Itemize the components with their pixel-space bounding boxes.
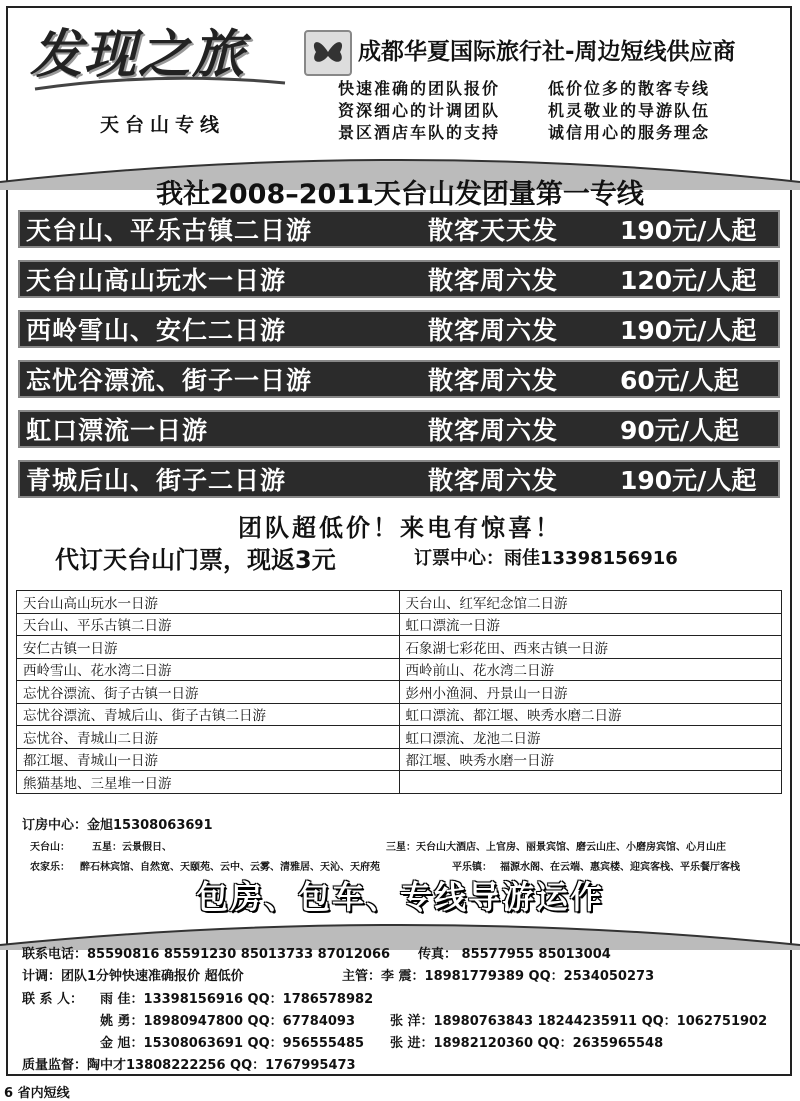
- table-row: [17, 613, 782, 636]
- page-footer: 6 省内短线: [4, 1086, 70, 1101]
- ticket-offer: 代订天台山门票，现返3元: [55, 546, 336, 574]
- table-cell: 虹口漂流一日游: [399, 613, 782, 636]
- route-banner: [18, 310, 780, 348]
- logo-swoosh-icon: [30, 75, 290, 93]
- hotel-farm-label: 农家乐：: [30, 862, 70, 873]
- route-subtitle: 天台山专线: [100, 114, 226, 136]
- hotel-three-star-label: 三星：: [386, 842, 416, 853]
- banner-route: 西岭雪山、安仁二日游: [26, 316, 287, 345]
- promo-group-price: 团队超低价！来电有惊喜！: [238, 514, 562, 542]
- hotel-farm: 醉石林宾馆、自然宽、天颐苑、云中、云雾、清雅居、天沁、天府苑: [80, 862, 380, 873]
- table-cell: 西岭前山、花水湾二日游: [399, 658, 782, 681]
- contact-manager: 主管：李 震：18981779389 QQ：2534050273: [342, 969, 655, 984]
- banner-schedule: 散客周六发: [428, 466, 559, 495]
- route-banner: [18, 360, 780, 398]
- table-cell: 虹口漂流、龙池二日游: [399, 726, 782, 749]
- table-row: [17, 703, 782, 726]
- banner-route: 天台山高山玩水一日游: [26, 266, 287, 295]
- table-cell: [399, 771, 782, 794]
- route-banner: [18, 460, 780, 498]
- contact-person: 金 旭：15308063691 QQ：956555485: [100, 1036, 365, 1051]
- banner-price: 190元/人起: [620, 316, 757, 345]
- table-cell: 都江堰、映秀水磨一日游: [399, 748, 782, 771]
- banner-route: 虹口漂流一日游: [26, 416, 209, 445]
- table-cell: 忘忧谷漂流、街子古镇一日游: [17, 681, 400, 704]
- route-banner: [18, 210, 780, 248]
- route-banner: [18, 260, 780, 298]
- banner-price: 190元/人起: [620, 466, 757, 495]
- table-cell: 虹口漂流、都江堰、映秀水磨二日游: [399, 703, 782, 726]
- table-row: [17, 658, 782, 681]
- table-cell: 西岭雪山、花水湾二日游: [17, 658, 400, 681]
- table-row: [17, 771, 782, 794]
- table-cell: 忘忧谷漂流、青城后山、街子古镇二日游: [17, 703, 400, 726]
- contact-person: 雨 佳：13398156916 QQ：1786578982: [100, 992, 374, 1007]
- booking-center: 订房中心：金旭15308063691: [22, 818, 213, 833]
- tagline-left-1: 快速准确的团队报价: [338, 79, 501, 98]
- tagline-right-1: 低价位多的散客专线: [548, 79, 711, 98]
- contact-person: 张 洋：18980763843 18244235911 QQ：1062751902: [390, 1014, 768, 1029]
- ticket-contact: 订票中心：雨佳13398156916: [414, 548, 678, 569]
- hotel-tiantai-five: 五星：云景假日、: [92, 842, 172, 853]
- table-cell: 都江堰、青城山一日游: [17, 748, 400, 771]
- contact-person: 姚 勇：18980947800 QQ：67784093: [100, 1014, 356, 1029]
- table-cell: 熊猫基地、三星堆一日游: [17, 771, 400, 794]
- banner-price: 120元/人起: [620, 266, 757, 295]
- table-row: [17, 591, 782, 614]
- banner-route: 忘忧谷漂流、街子一日游: [26, 366, 313, 395]
- route-banner: [18, 410, 780, 448]
- hotel-pingle: 福源水阁、在云端、惠宾楼、迎宾客栈、平乐餐厅客栈: [500, 862, 740, 873]
- banner-price: 190元/人起: [620, 216, 757, 245]
- tagline-right-3: 诚信用心的服务理念: [548, 123, 711, 142]
- banner-schedule: 散客周六发: [428, 366, 559, 395]
- hotel-tiantai-label: 天台山：: [30, 842, 70, 853]
- banner-route: 天台山、平乐古镇二日游: [26, 216, 313, 245]
- contact-planner: 计调：团队1分钟快速准确报价 超低价: [22, 969, 244, 984]
- banner-price: 60元/人起: [620, 366, 739, 395]
- table-row: [17, 748, 782, 771]
- table-row: [17, 726, 782, 749]
- hotel-pingle-label: 平乐镇：: [452, 862, 492, 873]
- table-cell: 石象湖七彩花田、西来古镇一日游: [399, 636, 782, 659]
- table-row: [17, 681, 782, 704]
- table-cell: 彭州小渔洞、丹景山一日游: [399, 681, 782, 704]
- tagline-left-3: 景区酒店车队的支持: [338, 123, 501, 142]
- table-cell: 天台山、红军纪念馆二日游: [399, 591, 782, 614]
- banner-price: 90元/人起: [620, 416, 739, 445]
- banner-route: 青城后山、街子二日游: [26, 466, 287, 495]
- hotel-three-star: 天台山大酒店、上官房、丽景宾馆、磨云山庄、小磨房宾馆、心月山庄: [416, 842, 726, 853]
- contact-people-label: 联 系 人：: [22, 992, 84, 1007]
- contact-person: 张 进：18982120360 QQ：2635965548: [390, 1036, 664, 1051]
- agency-name: 成都华夏国际旅行社-周边短线供应商: [358, 39, 736, 65]
- table-cell: 安仁古镇一日游: [17, 636, 400, 659]
- banner-schedule: 散客周六发: [428, 316, 559, 345]
- contact-phone: 联系电话：85590816 85591230 85013733 87012066: [22, 947, 391, 962]
- banner-schedule: 散客周六发: [428, 266, 559, 295]
- table-cell: 天台山高山玩水一日游: [17, 591, 400, 614]
- headline: 我社2008–2011天台山发团量第一专线: [156, 179, 644, 210]
- butterfly-logo-icon: [304, 30, 352, 76]
- tagline-right-2: 机灵敬业的导游队伍: [548, 101, 711, 120]
- contact-fax: 传真： 85577955 85013004: [418, 947, 611, 962]
- banner-schedule: 散客天天发: [428, 216, 559, 245]
- banner-schedule: 散客周六发: [428, 416, 559, 445]
- contact-quality: 质量监督：陶中才13808222256 QQ：1767995473: [22, 1058, 356, 1073]
- routes-table: [16, 590, 782, 794]
- table-cell: 忘忧谷、青城山二日游: [17, 726, 400, 749]
- table-row: [17, 636, 782, 659]
- logo: 发现之旅: [30, 24, 247, 85]
- service-slogan: 包房、包车、专线导游运作: [195, 878, 604, 916]
- tagline-left-2: 资深细心的计调团队: [338, 101, 501, 120]
- table-cell: 天台山、平乐古镇二日游: [17, 613, 400, 636]
